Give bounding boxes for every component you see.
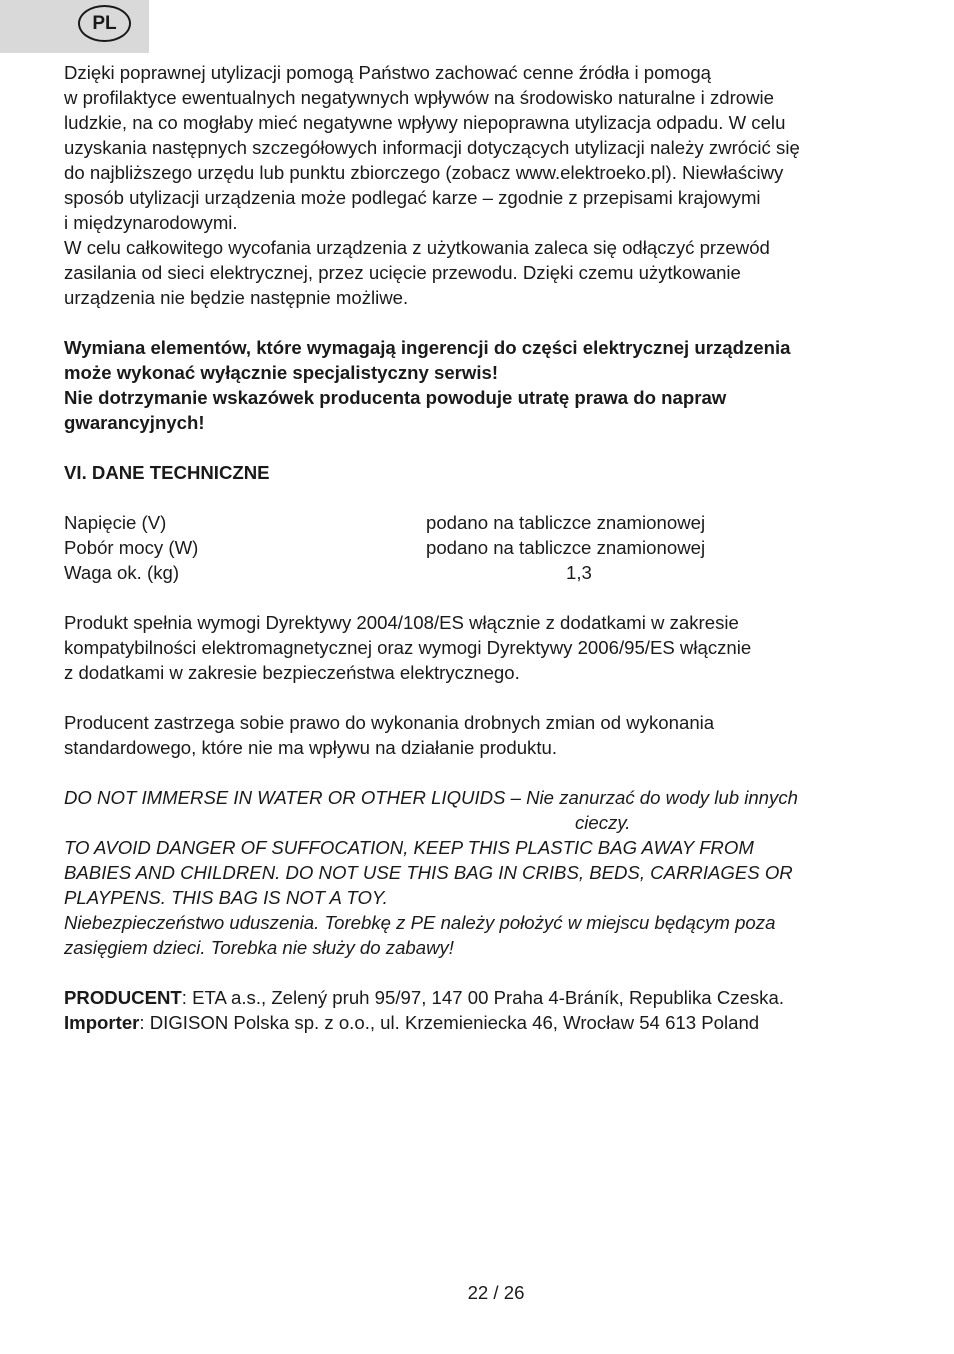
spacer: [64, 485, 894, 510]
text-line: w profilaktyce ewentualnych negatywnych wpływów na środowisko naturalne i zdrowie: [64, 87, 775, 108]
disposal-section: [64, 60, 894, 310]
text-line: może wykonać wyłącznie specjalistyczny serwis!: [64, 362, 499, 383]
spec-table: [64, 510, 894, 585]
language-badge: PL: [78, 5, 131, 42]
spec-value: podano na tabliczce znamionowej: [426, 512, 706, 533]
spec-row: [64, 560, 894, 585]
text-line: ludzkie, na co mogłaby mieć negatywne wpływy niepoprawna utylizacja odpadu. W celu: [64, 112, 786, 133]
importer-line: [64, 1010, 894, 1035]
importer-label: Importer: [64, 1012, 140, 1033]
section-heading: VI. DANE TECHNICZNE: [64, 462, 270, 483]
importer-text: : DIGISON Polska sp. z o.o., ul. Krzemieniecka 46, Wrocław 54 613 Poland: [139, 1012, 760, 1033]
spec-value: 1,3: [566, 562, 592, 583]
text-line: i międzynarodowymi.: [64, 212, 238, 233]
document-body: [64, 60, 894, 1035]
service-warning: [64, 335, 894, 435]
contacts-section: [64, 985, 894, 1035]
spacer: [64, 585, 894, 610]
text-line: Producent zastrzega sobie prawo do wykonania drobnych zmian od wykonania: [64, 712, 715, 733]
safety-warnings: [64, 785, 894, 960]
language-tab: [0, 0, 149, 53]
text-line: Wymiana elementów, które wymagają ingerencji do części elektrycznej urządzenia: [64, 337, 791, 358]
text-line: PLAYPENS. THIS BAG IS NOT A TOY.: [64, 887, 388, 908]
text-line: sposób utylizacji urządzenia może podlegać karze – zgodnie z przepisami krajowymi: [64, 187, 761, 208]
text-line: cieczy.: [575, 812, 631, 833]
spec-value: podano na tabliczce znamionowej: [426, 537, 706, 558]
text-line: Nie dotrzymanie wskazówek producenta powoduje utratę prawa do napraw: [64, 387, 727, 408]
text-line: Produkt spełnia wymogi Dyrektywy 2004/108/ES włącznie z dodatkami w zakresie: [64, 612, 739, 633]
text-line: Dzięki poprawnej utylizacji pomogą Państwo zachować cenne źródła i pomogą: [64, 62, 711, 83]
text-line: zasilania od sieci elektrycznej, przez ucięcie przewodu. Dzięki czemu użytkowanie: [64, 262, 741, 283]
text-line: W celu całkowitego wycofania urządzenia z użytkowania zaleca się odłączyć przewód: [64, 237, 770, 258]
text-line: do najbliższego urzędu lub punktu zbiorczego (zobacz www.elektroeko.pl). Niewłaściwy: [64, 162, 784, 183]
text-line: urządzenia nie będzie następnie możliwe.: [64, 287, 409, 308]
producer-line: [64, 985, 894, 1010]
spec-label: Pobór mocy (W): [64, 537, 199, 558]
page-number: 22 / 26: [467, 1282, 525, 1303]
text-line: DO NOT IMMERSE IN WATER OR OTHER LIQUIDS – Nie zanurzać do wody lub innych: [64, 787, 798, 808]
spacer: [64, 685, 894, 710]
spacer: [64, 760, 894, 785]
spacer: [64, 310, 894, 335]
text-line: uzyskania następnych szczegółowych informacji dotyczących utylizacji należy zwrócić się: [64, 137, 800, 158]
directive-section: [64, 610, 894, 685]
spec-label: Napięcie (V): [64, 512, 167, 533]
text-line: BABIES AND CHILDREN. DO NOT USE THIS BAG IN CRIBS, BEDS, CARRIAGES OR: [64, 862, 793, 883]
spec-row: [64, 510, 894, 535]
text-line: gwarancyjnych!: [64, 412, 205, 433]
text-line: standardowego, które nie ma wpływu na działanie produktu.: [64, 737, 558, 758]
spacer: [64, 960, 894, 985]
text-line: z dodatkami w zakresie bezpieczeństwa elektrycznego.: [64, 662, 520, 683]
producer-label: PRODUCENT: [64, 987, 182, 1008]
spec-row: [64, 535, 894, 560]
producer-text: : ETA a.s., Zelený pruh 95/97, 147 00 Praha 4-Bráník, Republika Czeska.: [181, 987, 784, 1008]
spacer: [64, 435, 894, 460]
text-line: Niebezpieczeństwo uduszenia. Torebkę z PE należy położyć w miejscu będącym poza: [64, 912, 776, 933]
text-line: kompatybilności elektromagnetycznej oraz wymogi Dyrektywy 2006/95/ES włącznie: [64, 637, 752, 658]
spec-label: Waga ok. (kg): [64, 562, 180, 583]
manufacturer-note: [64, 710, 894, 760]
text-line: TO AVOID DANGER OF SUFFOCATION, KEEP THIS PLASTIC BAG AWAY FROM: [64, 837, 754, 858]
text-line: zasięgiem dzieci. Torebka nie służy do zabawy!: [64, 937, 454, 958]
